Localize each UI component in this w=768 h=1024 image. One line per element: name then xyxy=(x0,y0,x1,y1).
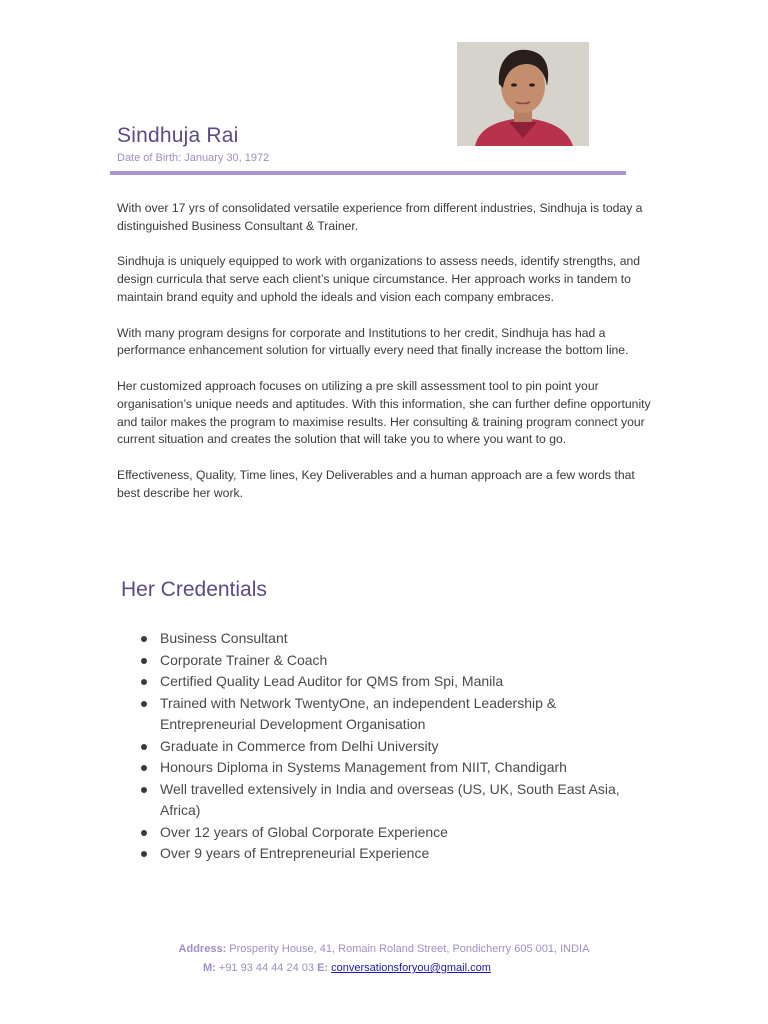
profile-photo xyxy=(457,42,589,146)
email-link[interactable]: conversationsforyou@gmail.com xyxy=(331,962,491,974)
bullet-icon xyxy=(141,744,147,750)
list-item xyxy=(135,843,655,865)
mobile-number: +91 93 44 44 24 03 xyxy=(218,962,315,974)
list-item xyxy=(135,779,655,822)
list-item xyxy=(135,822,655,844)
credential-text: Over 12 years of Global Corporate Experience xyxy=(160,823,448,840)
credential-text: Corporate Trainer & Coach xyxy=(160,651,328,668)
credential-text: Business Consultant xyxy=(160,630,288,646)
address-text: Prosperity House, 41, Romain Roland Street, Pondicherry 605 001, INDIA xyxy=(229,943,590,955)
bullet-icon xyxy=(141,830,147,836)
address-label: Address: xyxy=(178,943,227,955)
summary-paragraph: With many program designs for corporate and Institutions to her credit, Sindhuja has had a performance enhancement solution for virtually every need that finally increase the bottom line. xyxy=(117,325,629,358)
bullet-icon xyxy=(141,851,147,857)
list-item xyxy=(135,757,655,779)
summary-paragraph: Sindhuja is uniquely equipped to work with organizations to assess needs, identify strengths, and design curricula that serve each client’s unique circumstance. Her approach works in tandem to maintain brand equity and uphold the ideals and vision each company embraces. xyxy=(117,254,641,304)
credential-text: Graduate in Commerce from Delhi University xyxy=(160,737,439,754)
summary-paragraph: Effectiveness, Quality, Time lines, Key Deliverables and a human approach are a few words that best describe her work. xyxy=(117,467,635,500)
bullet-icon xyxy=(141,787,147,793)
list-item xyxy=(135,671,655,693)
list-item xyxy=(135,650,655,672)
bullet-icon xyxy=(141,701,147,707)
credentials-heading: Her Credentials xyxy=(121,578,267,601)
candidate-name: Sindhuja Rai xyxy=(117,124,239,147)
credentials-list xyxy=(135,628,655,865)
footer-address xyxy=(0,943,768,955)
credential-text: Over 9 years of Entrepreneurial Experience xyxy=(160,845,430,861)
header-divider xyxy=(110,171,626,175)
bullet-icon xyxy=(141,765,147,771)
credential-text: Trained with Network TwentyOne, an independent Leadership & Entrepreneurial Development Organisation xyxy=(160,694,557,732)
list-item xyxy=(135,693,655,736)
credential-text: Certified Quality Lead Auditor for QMS from Spi, Manila xyxy=(160,673,504,689)
credential-text: Honours Diploma in Systems Management from NIIT, Chandigarh xyxy=(160,759,567,775)
list-item xyxy=(135,736,655,758)
date-of-birth: Date of Birth: January 30, 1972 xyxy=(117,152,270,164)
bullet-icon xyxy=(141,679,147,685)
bullet-icon xyxy=(141,636,147,642)
footer-contact xyxy=(203,962,491,974)
list-item xyxy=(135,628,655,650)
mobile-label: M: xyxy=(203,962,216,974)
credential-text: Well travelled extensively in India and overseas (US, UK, South East Asia, Africa) xyxy=(160,780,620,818)
summary-paragraph: With over 17 yrs of consolidated versatile experience from different industries, Sindhuja is today a distinguished Business Consultant & Trainer. xyxy=(117,201,643,233)
email-label: E: xyxy=(317,962,329,974)
profile-summary xyxy=(117,200,652,520)
summary-paragraph: Her customized approach focuses on utilizing a pre skill assessment tool to pin point your organisation’s unique needs and aptitudes. With this information, she can further define opportunity and tailor makes the program to maximise results. Her consulting & training program connect your current situation and creates the solution that will take you to where you want to go. xyxy=(117,378,651,447)
bullet-icon xyxy=(141,658,147,664)
